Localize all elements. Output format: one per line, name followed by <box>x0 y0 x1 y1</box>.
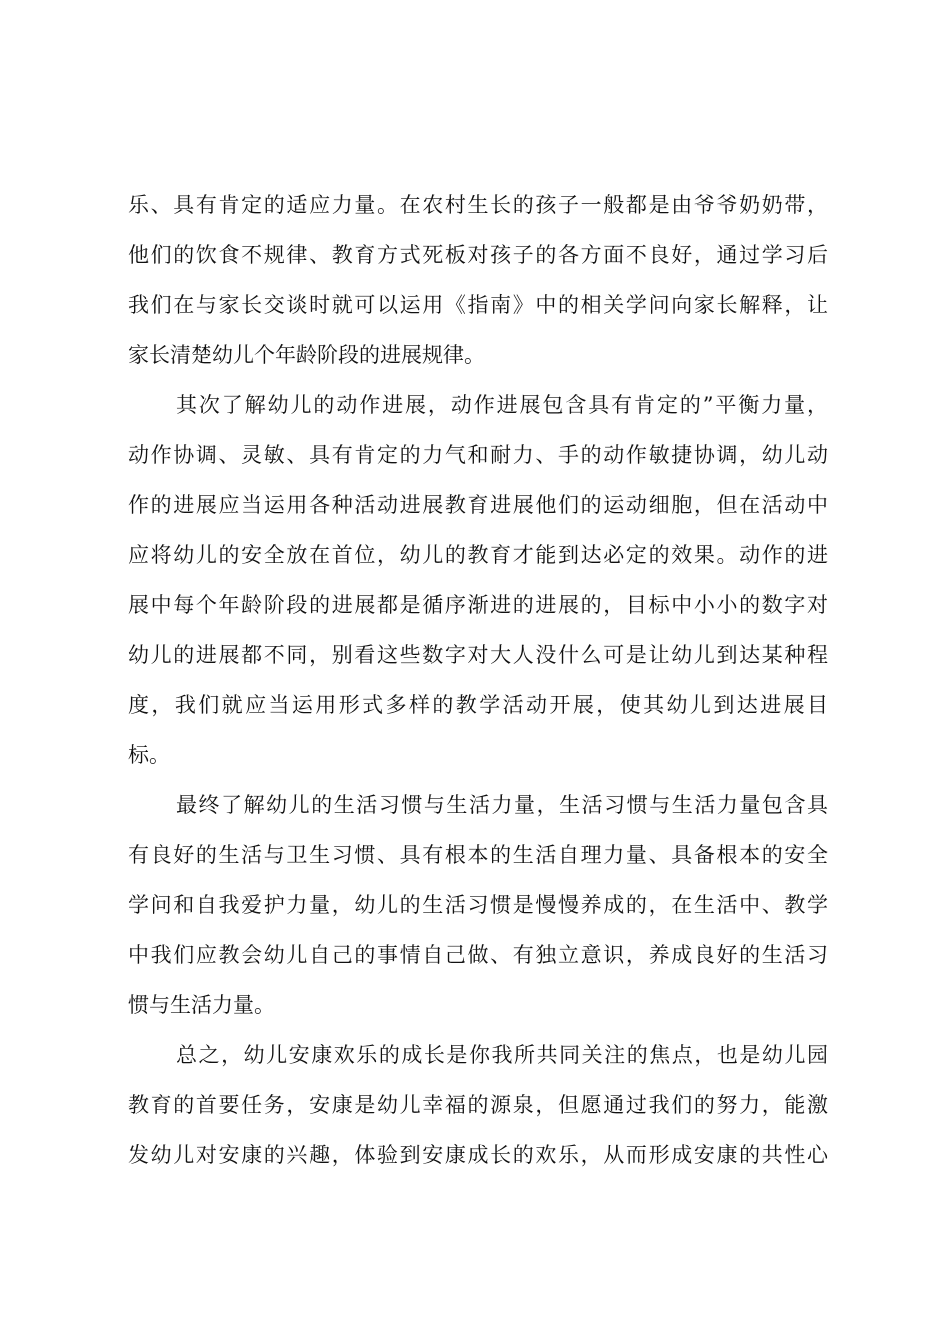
paragraph-line: 度，我们就应当运用形式多样的教学活动开展，使其幼儿到达进展目 <box>128 693 828 717</box>
paragraph-line: 教育的首要任务，安康是幼儿幸福的源泉，但愿通过我们的努力，能激 <box>128 1093 828 1117</box>
paragraph-line: 学问和自我爱护力量，幼儿的生活习惯是慢慢养成的，在生活中、教学 <box>128 893 828 917</box>
paragraph-line: 惯与生活力量。 <box>128 993 275 1017</box>
paragraph-line: 发幼儿对安康的兴趣，体验到安康成长的欢乐，从而形成安康的共性心 <box>128 1143 828 1167</box>
paragraph-line: 应将幼儿的安全放在首位，幼儿的教育才能到达必定的效果。动作的进 <box>128 543 828 567</box>
paragraph-line: 幼儿的进展都不同，别看这些数字对大人没什么可是让幼儿到达某种程 <box>128 643 828 667</box>
paragraph-line: 他们的饮食不规律、教育方式死板对孩子的各方面不良好，通过学习后 <box>128 243 828 267</box>
paragraph-line: 其次了解幼儿的动作进展，动作进展包含具有肯定的”平衡力量， <box>176 393 828 417</box>
paragraph-line: 动作协调、灵敏、具有肯定的力气和耐力、手的动作敏捷协调，幼儿动 <box>128 443 828 467</box>
paragraph-line: 乐、具有肯定的适应力量。在农村生长的孩子一般都是由爷爷奶奶带， <box>128 193 828 217</box>
paragraph-line: 家长清楚幼儿个年龄阶段的进展规律。 <box>128 343 485 367</box>
paragraph-line: 有良好的生活与卫生习惯、具有根本的生活自理力量、具备根本的安全 <box>128 843 828 867</box>
paragraph-line: 标。 <box>128 743 170 767</box>
paragraph-line: 我们在与家长交谈时就可以运用《指南》中的相关学问向家长解释，让 <box>128 293 828 317</box>
paragraph-line: 展中每个年龄阶段的进展都是循序渐进的进展的，目标中小小的数字对 <box>128 593 828 617</box>
paragraph-line: 中我们应教会幼儿自己的事情自己做、有独立意识，养成良好的生活习 <box>128 943 828 967</box>
paragraph-line: 作的进展应当运用各种活动进展教育进展他们的运动细胞，但在活动中 <box>128 493 828 517</box>
paragraph-line: 总之，幼儿安康欢乐的成长是你我所共同关注的焦点，也是幼儿园 <box>176 1043 828 1067</box>
paragraph-line: 最终了解幼儿的生活习惯与生活力量，生活习惯与生活力量包含具 <box>176 793 828 817</box>
